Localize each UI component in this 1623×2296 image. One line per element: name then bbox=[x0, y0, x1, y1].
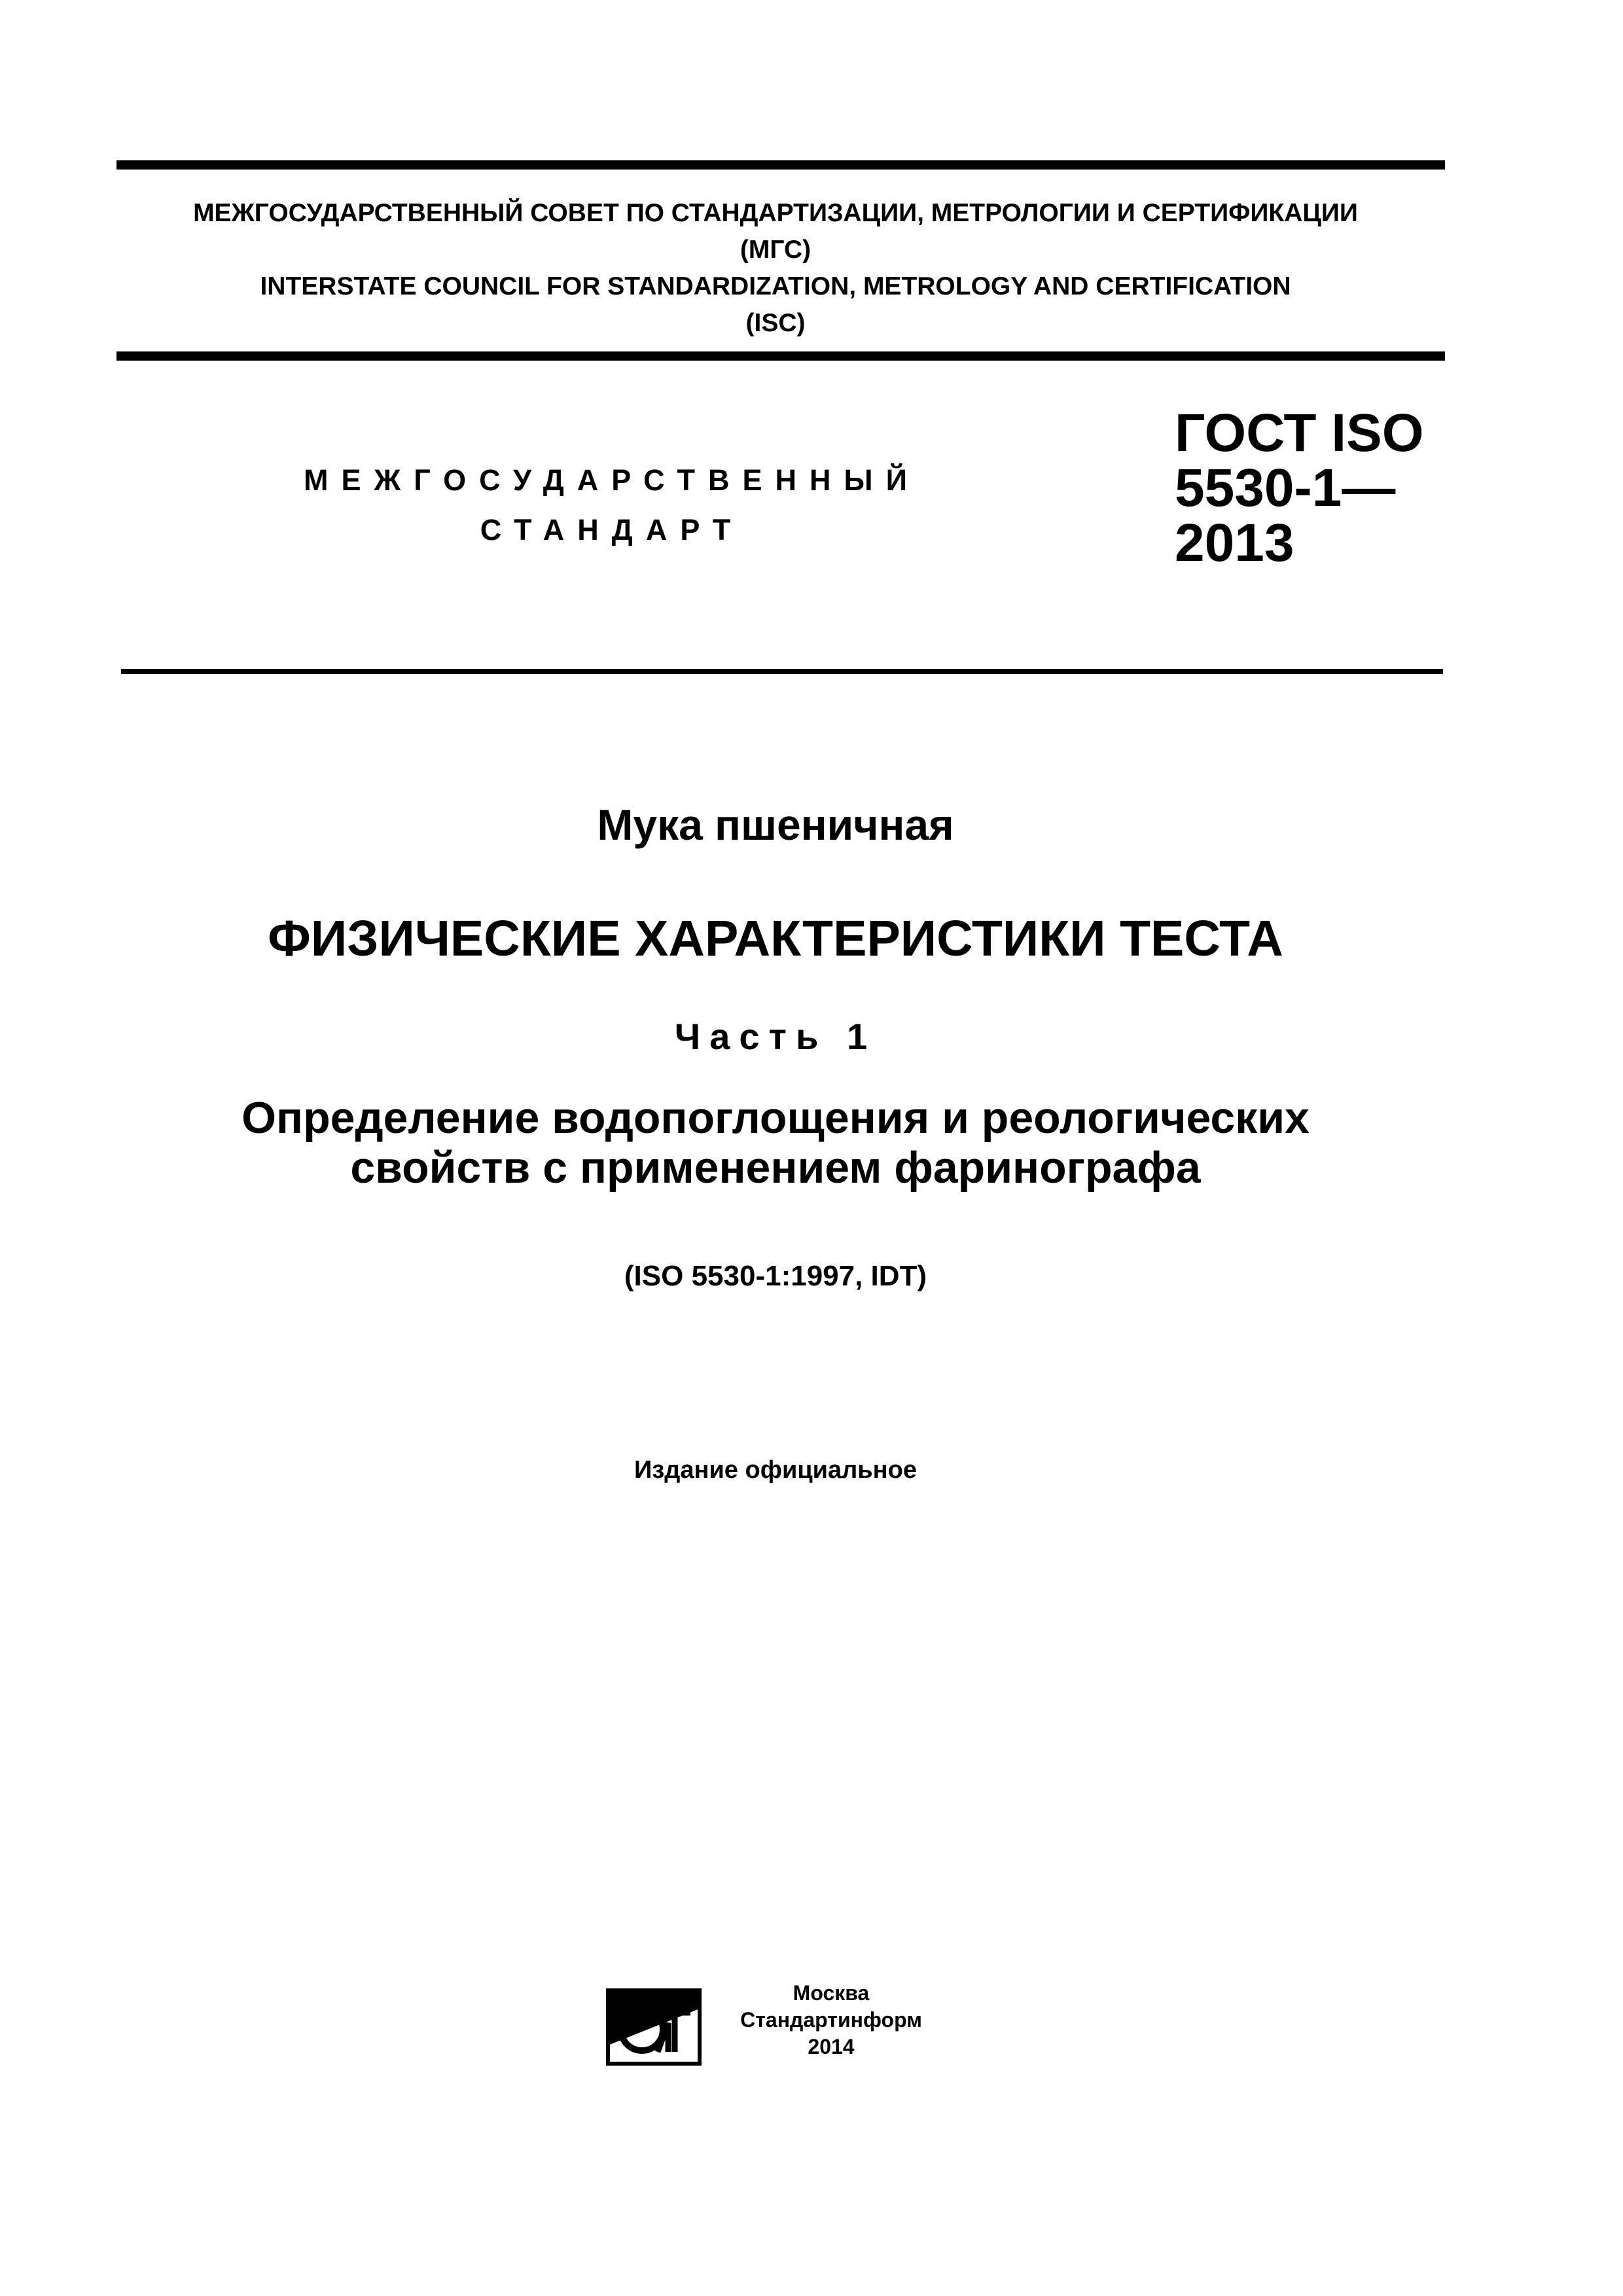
designation-line3: 2013 bbox=[1175, 513, 1294, 573]
standard-kind-line2: СТАНДАРТ bbox=[480, 513, 744, 547]
part-title-line1: Определение водопоглощения и реологических bbox=[241, 1093, 1310, 1143]
document-subtitle: ФИЗИЧЕСКИЕ ХАРАКТЕРИСТИКИ ТЕСТА bbox=[268, 910, 1283, 967]
top-rule bbox=[116, 160, 1445, 170]
standartinform-logo-icon bbox=[605, 1986, 702, 2068]
designation-line1: ГОСТ ISO bbox=[1175, 403, 1424, 463]
council-name-ru: МЕЖГОСУДАРСТВЕННЫЙ СОВЕТ ПО СТАНДАРТИЗАЦИИ, МЕТРОЛОГИИ И СЕРТИФИКАЦИИ bbox=[193, 199, 1358, 227]
standard-kind-line1: МЕЖГОСУДАРСТВЕННЫЙ bbox=[304, 463, 920, 497]
designation-line2: 5530-1— bbox=[1175, 458, 1396, 518]
edition-note: Издание официальное bbox=[634, 1456, 917, 1484]
part-title bbox=[0, 1093, 1551, 1193]
standard-kind bbox=[275, 456, 949, 555]
iso-reference: (ISO 5530-1:1997, IDT) bbox=[624, 1260, 927, 1292]
publisher-city: Москва bbox=[793, 1981, 870, 2005]
document-part: Часть 1 bbox=[674, 1016, 877, 1057]
publisher-name: Стандартинформ bbox=[740, 2008, 922, 2032]
bottom-rule bbox=[121, 669, 1443, 674]
council-abbr-en: (ISC) bbox=[745, 309, 806, 337]
standard-designation bbox=[1175, 403, 1450, 573]
document-title: Мука пшеничная bbox=[597, 800, 954, 849]
council-header bbox=[0, 195, 1551, 342]
middle-rule bbox=[116, 351, 1445, 361]
publisher-block bbox=[720, 1980, 942, 2060]
publisher-year: 2014 bbox=[808, 2035, 855, 2058]
council-name-en: INTERSTATE COUNCIL FOR STANDARDIZATION, METROLOGY AND CERTIFICATION bbox=[260, 272, 1291, 300]
council-abbr-ru: (МГС) bbox=[740, 236, 812, 264]
part-title-line2: свойств с применением фаринографа bbox=[350, 1143, 1201, 1193]
